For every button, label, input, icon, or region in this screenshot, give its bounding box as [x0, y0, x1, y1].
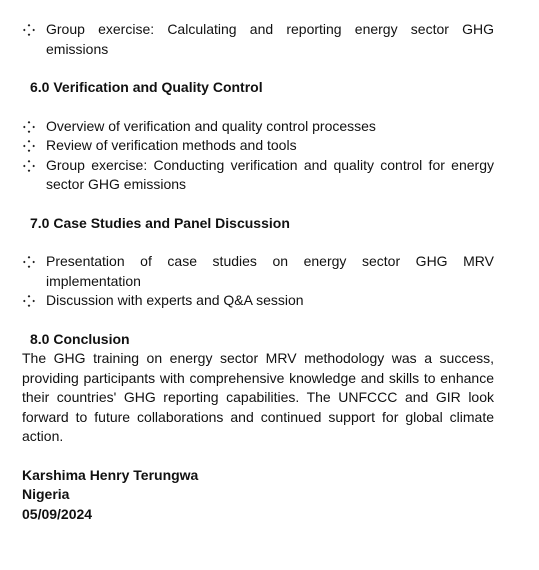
exercise-list: [22, 20, 494, 59]
four-diamond-bullet-icon: [23, 295, 35, 307]
section-heading-verification: 6.0 Verification and Quality Control: [30, 79, 263, 95]
four-diamond-bullet-icon: [23, 256, 35, 268]
four-diamond-bullet-icon: [23, 24, 35, 36]
list-item-text: Review of verification methods and tools: [46, 137, 297, 153]
four-diamond-bullet-icon: [23, 140, 35, 152]
document-page: [22, 20, 494, 524]
signature-country: Nigeria: [22, 486, 70, 502]
list-item: [22, 156, 494, 195]
list-item-text: Overview of verification and quality control processes: [46, 117, 376, 134]
signature-name: Karshima Henry Terungwa: [22, 466, 199, 483]
list-item: [22, 117, 494, 137]
section-heading-conclusion: 8.0 Conclusion: [30, 330, 130, 347]
list-item-text: Group exercise: Conducting verification and quality control for energy sector GHG emissions: [46, 156, 494, 192]
case-studies-list: [22, 252, 494, 311]
list-item-text: Presentation of case studies on energy sector GHG MRV implementation: [46, 253, 494, 289]
conclusion-paragraph: The GHG training on energy sector MRV methodology was a success, providing participants with comprehensive knowledge and skills to enhance their countries' GHG reporting capabilities. The UNFCCC and GIR look forward to future collaborations and continued support for global climate action.: [22, 350, 494, 444]
section-heading-case-studies: 7.0 Case Studies and Panel Discussion: [30, 214, 290, 231]
signature-date: 05/09/2024: [22, 505, 93, 522]
four-diamond-bullet-icon: [23, 121, 35, 133]
list-item: [22, 252, 494, 291]
list-item-text: Group exercise: Calculating and reporting energy sector GHG emissions: [46, 21, 494, 57]
list-item: [22, 20, 494, 59]
list-item: [22, 291, 494, 311]
verification-list: [22, 117, 494, 195]
list-item-text: Discussion with experts and Q&A session: [46, 292, 304, 308]
four-diamond-bullet-icon: [23, 160, 35, 172]
list-item: [22, 136, 494, 156]
